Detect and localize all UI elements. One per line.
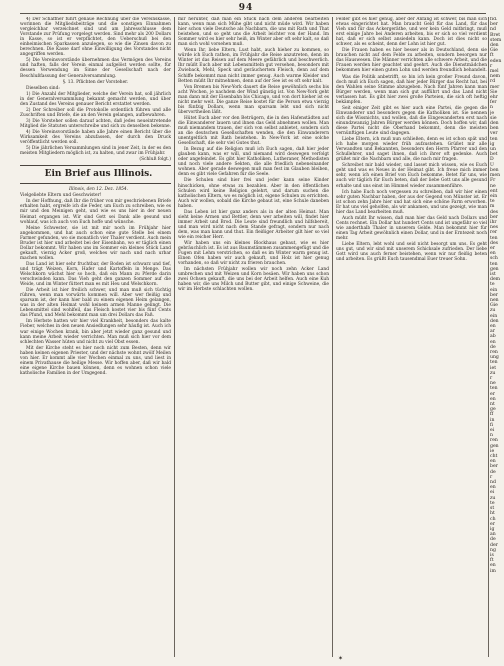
edge-fragment: ft	[490, 53, 494, 59]
edge-fragment: er	[490, 521, 495, 527]
column-divider	[488, 17, 489, 657]
column-1	[20, 17, 171, 657]
edge-fragment: en	[490, 251, 496, 257]
edge-fragment: ab	[490, 334, 496, 340]
article-headline: Ein Brief aus Illinois.	[44, 169, 153, 180]
paragraph: Meine Schwester, sie ist mit mir noch im Frühjahr hier angekommen, und hat auch schon eine gute Stelle bei einem Farmer gefunden, wo sie monatlich vier Thaler verdient. Auch mein Bruder ist hier und arbeitet bei der Eisenbahn, wo er täglich einen Dollar bekommt. Wir haben uns im Sommer ein kleines Stück Land gekauft, vierzig Acker groß, welches wir nach und nach urbar machen wollen.	[20, 225, 171, 261]
edge-fragment: rer	[490, 230, 498, 236]
edge-fragment: en	[490, 563, 496, 569]
edge-fragment: ben	[490, 126, 499, 132]
edge-fragment: is	[490, 552, 494, 558]
edge-fragment: zu	[490, 308, 496, 314]
edge-fragment: ff	[490, 412, 494, 418]
edge-fragment: ng	[490, 547, 496, 553]
edge-fragment: sch	[490, 256, 498, 262]
edge-fragment: ber	[490, 292, 498, 298]
edge-fragment: ent	[490, 188, 498, 194]
article-dateline: Illinois, den 12. Dez. 1854.	[68, 187, 129, 193]
edge-fragment: ten	[490, 235, 498, 241]
edge-fragment: ten	[490, 386, 498, 392]
edge-fragment: fer	[490, 100, 497, 106]
column-4-cropped	[490, 17, 504, 657]
edge-fragment: ch	[490, 516, 496, 522]
paragraph: 2) Der Schreiber soll die Protokolle ordentlich führen und alle Zuschriften und Briefe, die an den Verein gelangen, aufbewahren.	[20, 107, 171, 118]
edge-fragment: ne	[490, 183, 496, 189]
edge-fragment: den	[490, 318, 499, 324]
paragraph: Wenn Ihr, liebe Eltern, Lust habt, auch hieher zu kommen, so würde ich Euch rathen, im Frühjahr die Reise anzutreten, denn im Winter ist das Reisen auf dem Meere gefährlich und beschwerlich. Ihr müßt Euch aber mit Lebensmitteln gut versehen, besonders mit Zwieback, Mehl, Speck und geräuchertem Fleisch, denn auf dem Schiffe bekommt man nicht immer genug. Auch warme Kleider und Betten müßt Ihr mitnehmen, denn auf der See ist es oft sehr kalt.	[178, 48, 329, 84]
paragraph: 1) Die Anzahl der Mitglieder, welche der Verein hat, soll jährlich in der Generalversammlung bekannt gemacht werden, und über den Zustand des Vereins genauer Bericht erstattet werden.	[20, 91, 171, 107]
edge-fragment: de	[490, 469, 496, 475]
edge-fragment: m	[490, 204, 495, 210]
letter-salutation: Vielgeliebte Eltern und Geschwister!	[20, 193, 102, 199]
edge-fragment: ver	[490, 131, 498, 137]
edge-fragment: nt	[490, 402, 495, 408]
edge-fragment: de	[490, 537, 496, 543]
edge-fragment: ht	[490, 511, 495, 517]
paragraph: Liebe Eltern, lebt wohl und seid nicht besorgt um uns. Es geht uns gut, und wir sind mit unserem Schicksale zufrieden. Der liebe Gott wird uns auch ferner beistehen, wenn wir nur fleißig beten und arbeiten. Es grüßt Euch tausendmal Euer treuer Sohn.	[336, 242, 487, 263]
paragraph: Mit der Kirche steht es hier noch nicht zum Besten, denn wir haben keinen eigenen Priester, und der nächste wohnt zwölf Meilen von hier. Er kommt alle vier Wochen einmal zu uns, und liest in einem Privathause die heilige Messe. Wir hoffen aber, daß wir bald eine eigene Kirche bauen können, denn es wohnen schon viele katholische Familien in der Umgegend.	[20, 345, 171, 376]
edge-fragment: ei	[490, 428, 495, 434]
edge-fragment: en	[490, 339, 496, 345]
edge-fragment: cht	[490, 454, 498, 460]
edge-fragment: Sie	[490, 89, 498, 95]
paragraph: Im nächsten Frühjahr wollen wir noch zehn Acker Land umbrechen und mit Weizen und Korn besäen. Wir haben uns schon zwei Ochsen gekauft, die uns bei der Arbeit helfen. Auch eine Kuh haben wir, die uns Milch und Butter gibt, und einige Schweine, die wir im Herbste schlachten wollen.	[178, 267, 329, 293]
edge-fragment: rd	[490, 79, 496, 85]
edge-fragment: er	[490, 391, 495, 397]
paragraph: Wir haben uns ein kleines Blockhaus gebaut, wie es hier gebräuchlich ist. Es ist aus Baumstämmen zusammengefügt und die Fugen mit Lehm verstrichen, so daß es im Winter warm genug ist. Einen Ofen haben wir auch gekauft, und Holz ist hier genug vorhanden, so daß wir nicht zu frieren brauchen.	[178, 241, 329, 267]
continued-note: (Schluß folgt.)	[139, 157, 171, 163]
edge-fragment: bet	[490, 152, 498, 158]
paragraph: Im Herbste hatten wir hier viel Krankheit, besonders das kalte Fieber, welches in den neuen Ansiedlungen sehr häufig ist. Auch ich war einige Wochen krank, bin aber jetzt wieder ganz gesund und kann meine Arbeit wieder verrichten. Man muß sich hier vor dem schlechten Wasser hüten und nicht zu viel Obst essen.	[20, 319, 171, 345]
paragraph: 5) Die Vereinsvorstände übernehmen das Vermögen des Vereins und haften, falls der Verein einmal aufgelöst werden sollte, für dessen Verwendung im Sinne der Gesellschaft nach der Beschlußfassung der Generalversammlung.	[20, 58, 171, 79]
edge-fragment: gen	[490, 443, 499, 449]
edge-fragment: Gie	[490, 303, 498, 309]
edge-fragment: te	[490, 500, 495, 506]
edge-fragment: ren	[490, 350, 498, 355]
edge-fragment: iet	[490, 365, 497, 371]
paragraph: 5) Die jährlichen Versammlungen sind in jener Zeit, in der es den meisten Mitgliedern möglich ist, zu halten, und zwar im Frühjahr.	[20, 146, 171, 157]
paragraph: In der Hoffnung, daß Ihr die früher von mir geschriebenen Briefe erhalten habt, ergreife ich die Feder, um Euch zu schreiben, wie es mir und den Meinigen geht, und wie es uns hier in der neuen Heimat ergangen ist. Wir sind Gott sei Dank alle gesund und wohlauf, was ich auch von Euch hoffe und wünsche.	[20, 199, 171, 225]
edge-fragment: er	[490, 245, 495, 251]
paragraph: Das Land ist hier sehr fruchtbar, der Boden ist schwarz und tief, und trägt Weizen, Korn, Hafer und Kartoffeln in Menge. Das Welschkorn wächst hier so hoch, daß ein Mann zu Pferde darin verschwinden kann. Das Vieh geht den ganzen Sommer auf die Weide, und im Winter füttert man es mit Heu und Welschkorn.	[20, 261, 171, 288]
edge-fragment: je	[490, 110, 495, 116]
edge-fragment: ten	[490, 360, 498, 366]
edge-fragment: ihr	[490, 219, 497, 225]
edge-fragment: ig	[490, 526, 495, 532]
paragraph: Von Bremen bis New-York dauert die Reise gewöhnlich sechs bis acht Wochen, je nachdem der Wind günstig ist. Von New-York geht man dann mit der Eisenbahn bis Chicago, und von dort hieher ist es nicht mehr weit. Die ganze Reise kostet für die Person etwa vierzig bis fünfzig Dollars, wenn man sparsam lebt und sich nicht übervortheilen läßt.	[178, 84, 329, 115]
edge-fragment: ber	[490, 22, 498, 28]
paragraph: Schreibet mir bald wieder, und lasset mich wissen, wie es Euch geht und was es Neues in der Heimat gibt. Ich freue mich immer sehr, wenn ich einen Brief von Euch bekomme. Betet für uns, wie auch wir täglich für Euch beten, daß der liebe Gott uns alle gesund erhalte und uns einst im Himmel wieder zusammenführe.	[336, 163, 487, 189]
edge-fragment: ein	[490, 193, 498, 199]
header-rule	[20, 13, 486, 14]
edge-fragment: nen	[490, 297, 499, 303]
edge-fragment: U	[490, 162, 494, 168]
edge-fragment: men	[490, 173, 501, 179]
edge-fragment: ten	[490, 136, 498, 142]
page-number: 94	[238, 3, 254, 13]
edge-fragment: ei	[490, 490, 495, 496]
edge-fragment: ung	[490, 355, 499, 361]
edge-fragment: fi	[490, 422, 494, 428]
edge-fragment: ehr	[490, 95, 498, 101]
edge-fragment: r	[490, 376, 493, 382]
edge-fragment: ie	[490, 448, 495, 454]
column-divider	[332, 17, 333, 657]
edge-fragment: n	[490, 433, 493, 439]
edge-fragment: ge	[490, 407, 496, 413]
edge-fragment: te	[490, 282, 495, 288]
edge-fragment: eden	[490, 58, 502, 64]
column-divider	[174, 17, 175, 657]
edge-fragment: mel	[490, 69, 499, 75]
edge-fragment: des	[490, 209, 499, 215]
edge-fragment: un	[490, 147, 496, 153]
edge-fragment: ig	[490, 141, 495, 147]
edge-fragment: ft	[490, 558, 494, 564]
edge-fragment: nem	[490, 74, 501, 80]
edge-fragment: r	[490, 474, 493, 480]
paragraph: Die Schulen sind hier frei und jeder kann seine Kinder hinschicken, ohne etwas zu bezahlen. Aber in den öffentlichen Schulen wird keine Religion gelehrt, und darum suchen die katholischen Eltern, wo es möglich ist, eigene Schulen zu errichten. Auch wir wollen, sobald die Kirche gebaut ist, eine Schule daneben haben.	[178, 178, 329, 209]
edge-fragment: gen	[490, 266, 499, 272]
paragraph: Dieselben sind:	[26, 85, 60, 91]
section-heading: §. 13. Pflichten der Vorsteher.	[62, 79, 129, 85]
paragraph: Was die Politik anbetrifft, so bin ich kein großer Freund davon, doch muß ich Euch sagen, daß hier jeder Bürger das Recht hat, bei den Wahlen seine Stimme abzugeben. Nach fünf Jahren kann man Bürger werden, wenn man sich gut aufführt und das Land nicht verlassen hat. Es gibt hier zwei große Parteien, die sich oft heftig bekämpfen.	[336, 74, 487, 105]
paragraph: Liebe Eltern, ich muß nun schließen, denn es ist schon spät und ich habe morgen wieder früh aufzustehen. Grüßet mir alle Verwandten und Bekannten, besonders den Herrn Pfarrer und den Schullehrer, und saget ihnen, daß ich ihrer oft gedenke. Auch grüßet mir die Nachbarn und alle, die nach mir fragen.	[336, 137, 487, 163]
edge-fragment: r	[490, 63, 493, 69]
edge-fragment: ar	[490, 329, 495, 335]
paragraph: 4) Der Schaffner führt genaue Rechnung über die Vereinskasse, worinnen die Mitgliedsbeiträge und die sonstigen Einnahmen vergleichbar verzeichnet sind und am Jahresschlusse dem Vorstande zur Prüfung vorgelegt werden. Sind mehr als 200 Dollars in Kasse, so ist er verpflichtet, den Ueberschuß bei den einheimischen Sparkassen anzulegen, so wie die Zinsen davon zu berechnen. Die Kasse darf ohne Einwilligung des Vorstandes nicht angegriffen werden.	[20, 17, 171, 58]
edge-fragment: sie	[490, 115, 497, 121]
edge-fragment: der	[490, 542, 498, 548]
edge-fragment: nd	[490, 480, 496, 486]
column-2	[178, 17, 329, 657]
edge-fragment: Gie	[490, 48, 498, 54]
edge-fragment: ren	[490, 438, 498, 444]
ornament-mark: ✶	[338, 655, 344, 662]
paragraph: Ich habe Euch noch vergessen zu schreiben, daß wir hier einen sehr guten Nachbar haben, der aus der Gegend von Münster ist. Er ist schon zehn Jahre hier und hat sich eine schöne Farm erworben. Er hat uns viel geholfen, als wir ankamen, und uns gezeigt, wie man hier das Land bearbeiten muß.	[336, 189, 487, 215]
edge-fragment: te	[490, 199, 495, 205]
edge-fragment: ben	[490, 167, 499, 173]
edge-fragment: Fr	[490, 178, 496, 184]
edge-fragment: nes	[490, 225, 499, 231]
edge-fragment: en	[490, 396, 496, 402]
headline-rule	[20, 183, 171, 184]
edge-fragment: ne	[490, 381, 496, 387]
edge-fragment: n	[490, 105, 493, 111]
edge-fragment: mer	[490, 84, 500, 90]
edge-fragment: stem	[490, 37, 502, 43]
edge-fragment: D	[490, 157, 494, 163]
paragraph: 4) Die Vereinsvorstände haben alle Jahre einen Bericht über die Wirksamkeit des Vereins abzufassen, der durch den Druck veröffentlicht werden soll.	[20, 129, 171, 146]
edge-fragment: im	[490, 568, 496, 574]
edge-fragment: de	[490, 344, 496, 350]
edge-fragment: ein	[490, 287, 498, 293]
headline-rule	[20, 165, 171, 166]
edge-fragment: in	[490, 417, 495, 423]
paragraph: mir herunter, daß man ein Stück nach dem anderen bearbeiten kann, wenn man sich Mühe gibt und nicht müde wird. Wir haben hier schon viele Deutsche als Nachbarn, die uns mit Rath und That beistehen, und so geht uns die Arbeit leichter von der Hand. Im Sommer wird es hier sehr heiß, im Winter aber oft sehr kalt, so daß man sich wohl vorsehen muß.	[178, 17, 329, 48]
paragraph: Das Leben ist hier ganz anders als in der alten Heimat. Man sieht keine Armen und Bettler, denn wer arbeiten will, findet hier immer Arbeit und Brod. Die Leute sind freundlich und hilfsbereit, und man wird nicht nach dem Stande gefragt, sondern nur nach dem, was man kann und thut. Ein fleißiger Arbeiter gilt hier so viel wie ein reicher Herr.	[178, 209, 329, 240]
paragraph: Felder gibt es hier genug, aber der Anfang ist schwer, bis man sich etwas eingerichtet hat. Man braucht Geld für das Land, für das Vieh und für das Ackergeräthe, und wer kein Geld mitbringt, muß erst einige Jahre bei Anderen arbeiten, bis er sich so viel verdient hat, daß er sich selbst ansiedeln kann. Doch ist dies nicht so schwer, als es scheint, denn der Lohn ist hier gut.	[336, 17, 487, 48]
edge-fragment: zu	[490, 370, 496, 376]
edge-fragment: Bret	[490, 32, 501, 38]
edge-fragment: des	[490, 240, 499, 246]
paragraph: Seit einiger Zeit gibt es hier auch eine Partei, die gegen die Einwanderer und besonders gegen die Katholiken ist. Sie nennen sich die Wissnichts, und wollen, daß die Eingewanderten erst nach einundzwanzig Jahren Bürger werden können. Doch hoffen wir, daß diese Partei nicht die Oberhand bekommt, denn die meisten vernünftigen Leute sind dagegen.	[336, 105, 487, 137]
paragraph: In Bezug auf die Religion muß ich Euch sagen, daß hier jeder glauben kann, was er will, und niemand wird deswegen verfolgt oder angefeindet. Es gibt hier Katholiken, Lutheraner, Methodisten und noch viele andere Sekten, die alle friedlich nebeneinander wohnen. Aber gerade deswegen muß man fest im Glauben bleiben, denn es gibt viele Gefahren für die Seele.	[178, 147, 329, 178]
paragraph: Auch müßt Ihr wissen, daß man hier das Geld nach Dollars und Cents rechnet. Ein Dollar hat hundert Cents und ist ungefähr so viel wie anderthalb Thaler in unserem Gelde. Man bekommt hier für einen Tag Arbeit gewöhnlich einen Dollar, und in der Erntezeit noch mehr.	[336, 215, 487, 241]
edge-fragment: ein	[490, 313, 498, 319]
paragraph: Die Frauen haben es hier besser als in Deutschland, denn sie brauchen nicht auf dem Felde zu arbeiten, sondern besorgen nur das Hauswesen. Die Männer verrichten alle schwere Arbeit, und die Frauen werden hier geachtet und geehrt. Auch die Dienstmädchen bekommen hier einen guten Lohn und werden freundlich behandelt.	[336, 48, 487, 74]
edge-fragment: fid.	[490, 17, 498, 22]
edge-fragment: den	[490, 43, 499, 49]
edge-fragment: en	[490, 323, 496, 329]
paragraph: Hütet Euch aber vor den Betrügern, die in den Hafenstädten auf die Einwanderer lauern und ihnen das Geld abnehmen wollen. Man muß niemandem trauen, der sich von selbst anbietet, sondern sich an die deutschen Gesellschaften wenden, die den Einwanderern unentgeltlich mit Rath beistehen. In New-York ist eine solche Gesellschaft, die sehr viel Gutes thut.	[178, 115, 329, 147]
edge-fragment: an	[490, 532, 496, 538]
edge-fragment: zu	[490, 495, 496, 501]
edge-fragment: nd	[490, 27, 496, 33]
edge-fragment: en	[490, 459, 496, 465]
paragraph: 3) Die Vorsteher sollen darauf achten, daß jedes neueintretende Mitglied die Statuten unterschreibe und sich zu denselben bekenne.	[20, 118, 171, 129]
edge-fragment: den	[490, 121, 499, 127]
paragraph: Die Arbeit ist hier freilich schwer, und man muß sich tüchtig rühren, wenn man vorwärts kommen will. Aber wer fleißig und sparsam ist, der kann hier bald zu einem eigenen Heim gelangen, was in der alten Heimat wohl keinem armen Manne gelingt. Die Lebensmittel sind wohlfeil, das Fleisch kostet vier bis fünf Cents das Pfund, und Mehl bekommt man um drei Dollars das Faß.	[20, 288, 171, 319]
edge-fragment: ist	[490, 271, 496, 277]
edge-fragment: ber	[490, 214, 498, 220]
column-3	[336, 17, 487, 657]
edge-fragment: ber	[490, 464, 498, 470]
edge-fragment: dem	[490, 277, 501, 283]
edge-fragment: ten	[490, 261, 498, 267]
edge-fragment: en	[490, 485, 496, 491]
edge-fragment: st	[490, 506, 495, 512]
